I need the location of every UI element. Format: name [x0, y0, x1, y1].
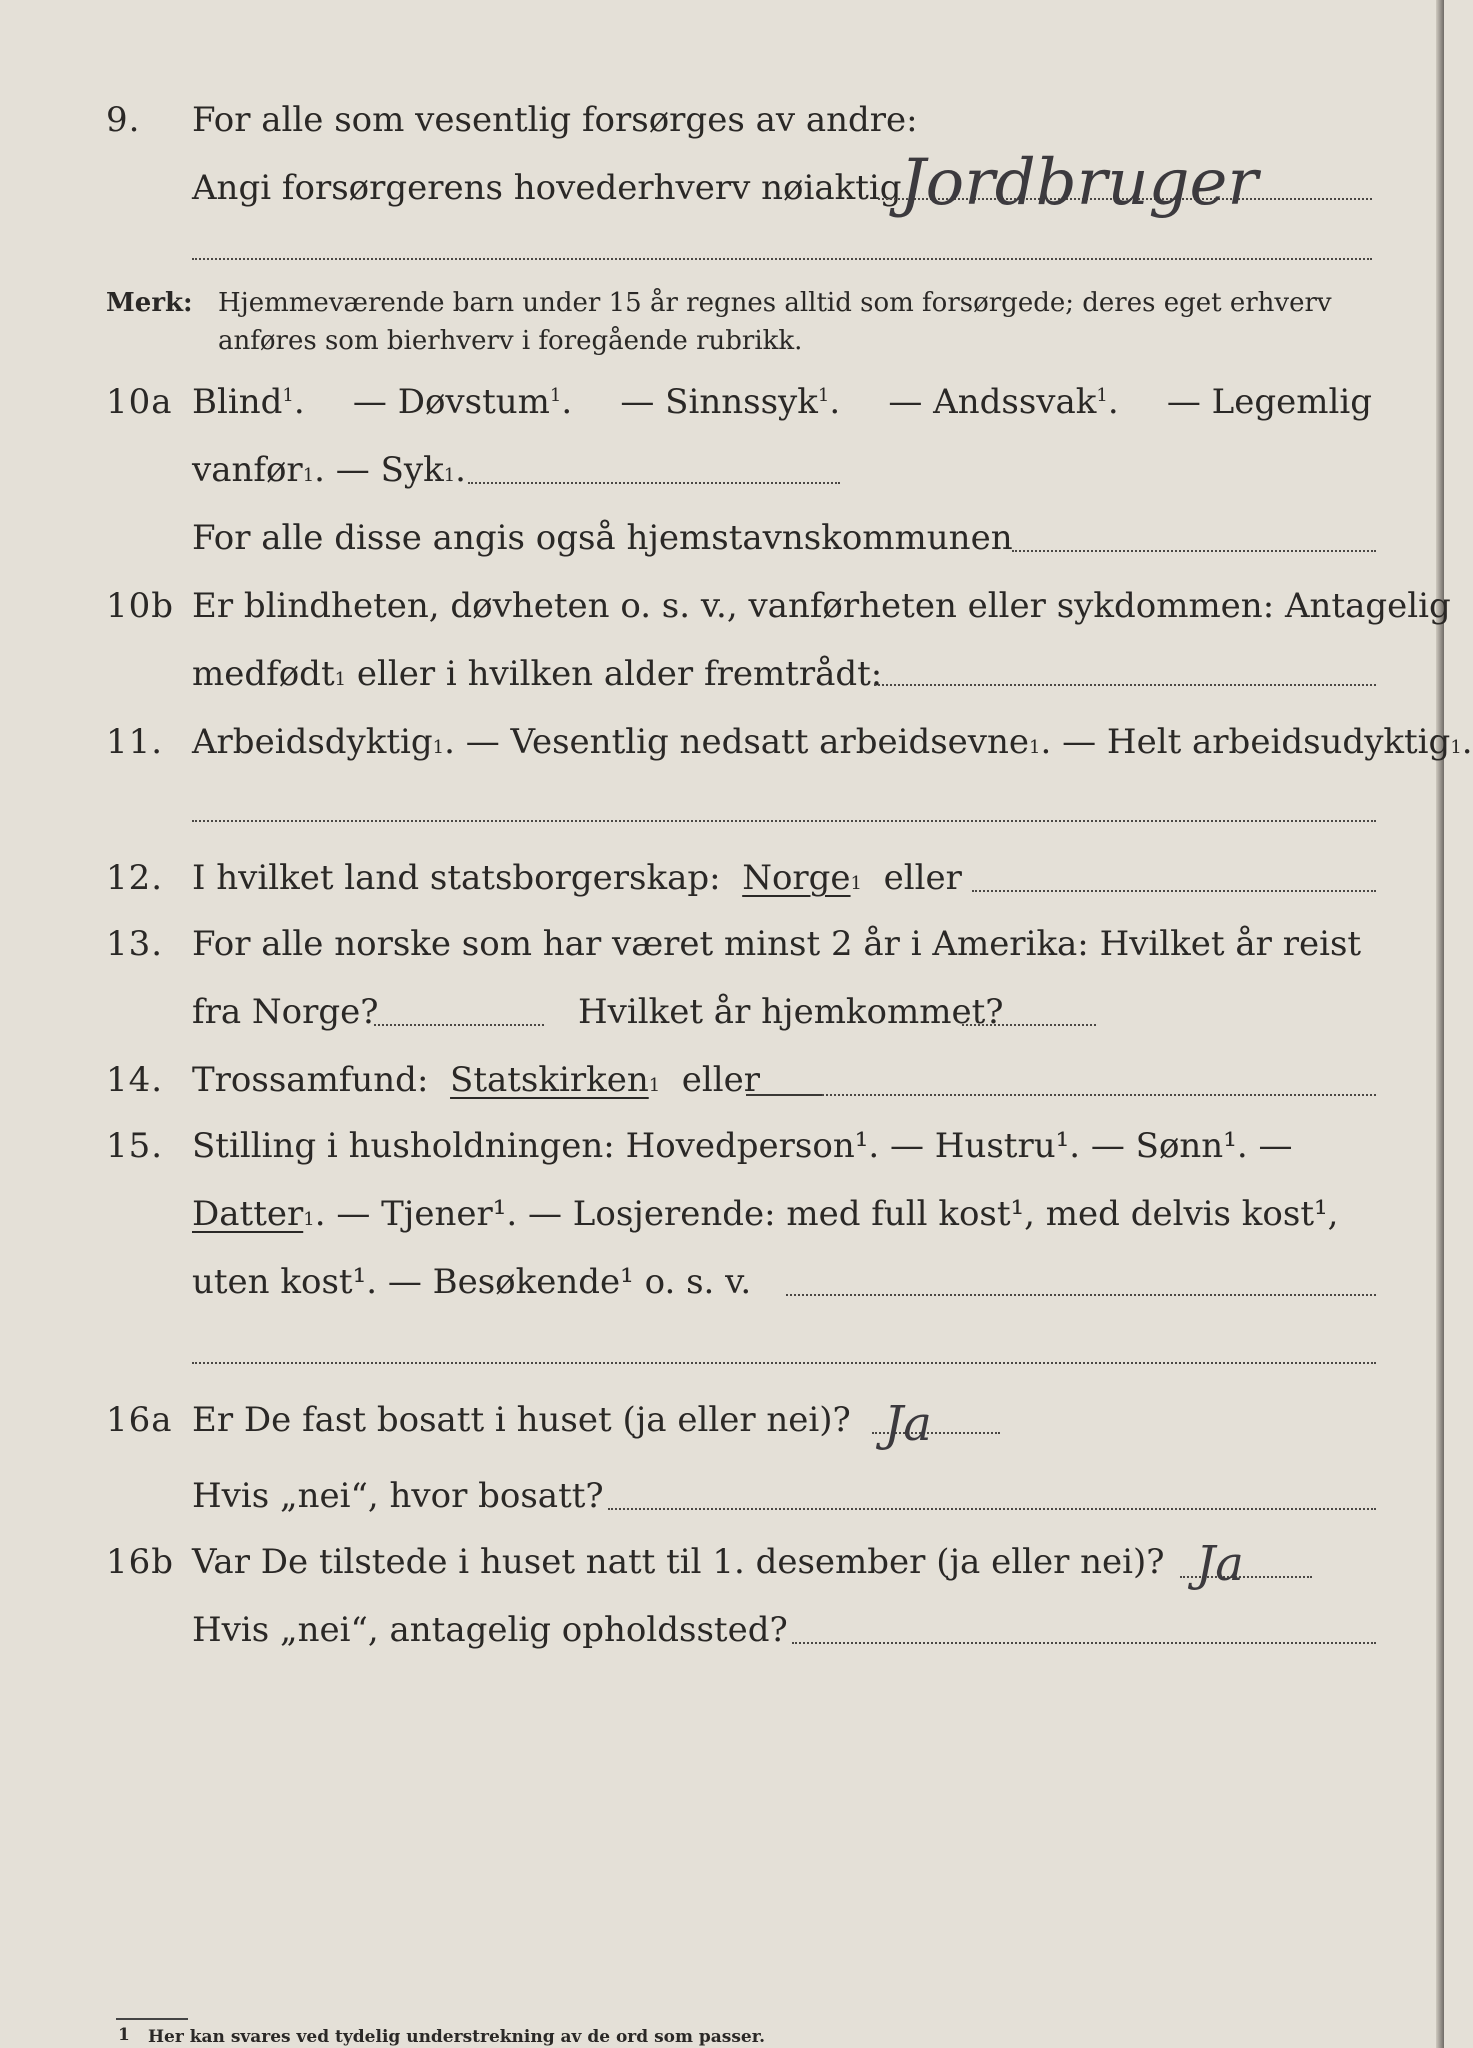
question-number: 16b — [106, 1542, 175, 1582]
note-text: anføres som bierhverv i foregående rubrikk. — [218, 326, 803, 356]
note-label: Merk: — [106, 288, 193, 318]
question-text: vanfør 1 . — Syk 1 . — [192, 450, 466, 490]
answer-line — [792, 1642, 1376, 1644]
answer-line — [786, 1294, 1376, 1296]
question-text: Stilling i husholdningen: Hovedperson¹. — Hustru¹. — Sønn¹. — — [192, 1126, 1293, 1166]
option-vanfor: vanfør — [192, 450, 303, 490]
question-text: fra Norge? — [192, 992, 379, 1032]
answer-line — [192, 258, 1372, 260]
question-number: 14. — [106, 1060, 164, 1100]
question-text: Var De tilstede i huset natt til 1. desember (ja eller nei)? — [192, 1542, 1165, 1582]
page-edge — [1436, 0, 1444, 2048]
footnote-text: Her kan svares ved tydelig understrekning av de ord som passer. — [148, 2027, 766, 2047]
answer-line — [608, 1508, 1376, 1510]
question-text: Blind$^1$. — Døvstum$^1$. — Sinnssyk$^1$. — Andssvak$^1$. — Legemlig — [192, 382, 1372, 422]
option-blind: Blind — [192, 382, 283, 422]
footnote-mark: 1 — [118, 2025, 130, 2045]
question-number: 12. — [106, 858, 164, 898]
answer-line — [746, 1094, 822, 1096]
option-medfodt: medfødt — [192, 654, 335, 694]
option-legemlig: — Legemlig — [1166, 382, 1372, 422]
question-text: medfødt 1 eller i hvilken alder fremtrådt: — [192, 654, 883, 694]
handwritten-answer: Jordbruger — [900, 146, 1258, 220]
question-text: Hvis „nei“, hvor bosatt? — [192, 1476, 604, 1516]
answer-line — [874, 684, 1376, 686]
underlined-option: Norge — [742, 858, 851, 898]
question-text: Er blindheten, døvheten o. s. v., vanførheten eller sykdommen: Antagelig — [192, 586, 1451, 626]
option-dovstum: — Døvstum — [352, 382, 550, 422]
question-text: Hvilket år hjemkommet? — [578, 992, 1004, 1032]
question-number: 10a — [106, 382, 173, 422]
question-number: 16a — [106, 1400, 173, 1440]
question-text: uten kost¹. — Besøkende¹ o. s. v. — [192, 1262, 752, 1302]
handwritten-answer: Ja — [884, 1396, 932, 1452]
answer-line — [972, 890, 1376, 892]
question-number: 9. — [106, 100, 141, 140]
footnote-rule — [116, 2018, 188, 2020]
underlined-option: Statskirken — [450, 1060, 649, 1100]
question-text: Trossamfund: Statskirken 1 eller — [192, 1060, 761, 1100]
answer-line — [962, 1024, 1096, 1026]
option-sinnssyk: — Sinnssyk — [620, 382, 818, 422]
note-text: Hjemmeværende barn under 15 år regnes alltid som forsørgede; deres eget erhverv — [218, 288, 1332, 318]
option-syk: — Syk — [335, 450, 444, 490]
question-number: 15. — [106, 1126, 164, 1166]
answer-line — [822, 1094, 1376, 1096]
option-andssvak: — Andssvak — [888, 382, 1097, 422]
question-text: For alle norske som har været minst 2 år i Amerika: Hvilket år reist — [192, 924, 1362, 964]
question-number: 11. — [106, 722, 164, 762]
answer-line — [374, 1024, 544, 1026]
question-number: 13. — [106, 924, 164, 964]
question-number: 10b — [106, 586, 175, 626]
answer-line — [468, 482, 840, 484]
answer-line — [1012, 550, 1376, 552]
underlined-option: Datter — [192, 1194, 304, 1234]
question-text: For alle som vesentlig forsørges av andre: — [192, 100, 918, 140]
question-text: Angi forsørgerens hovederhverv nøiaktig — [192, 168, 902, 208]
answer-line — [192, 1362, 1376, 1364]
handwritten-answer: Ja — [1196, 1536, 1244, 1592]
question-text: Datter 1 . — Tjener¹. — Losjerende: med full kost¹, med delvis kost¹, — [192, 1194, 1339, 1234]
question-text: I hvilket land statsborgerskap: Norge 1 eller — [192, 858, 962, 898]
answer-line — [192, 820, 1376, 822]
option-arbeidsdyktig: Arbeidsdyktig — [192, 722, 433, 762]
question-text: Arbeidsdyktig 1 . — Vesentlig nedsatt arbeidsevne 1 . — Helt arbeidsudyktig 1 . — [192, 722, 1473, 762]
question-text: For alle disse angis også hjemstavnskommunen — [192, 518, 1013, 558]
question-text: Er De fast bosatt i huset (ja eller nei)? — [192, 1400, 851, 1440]
question-text: Hvis „nei“, antagelig opholdssted? — [192, 1610, 788, 1650]
